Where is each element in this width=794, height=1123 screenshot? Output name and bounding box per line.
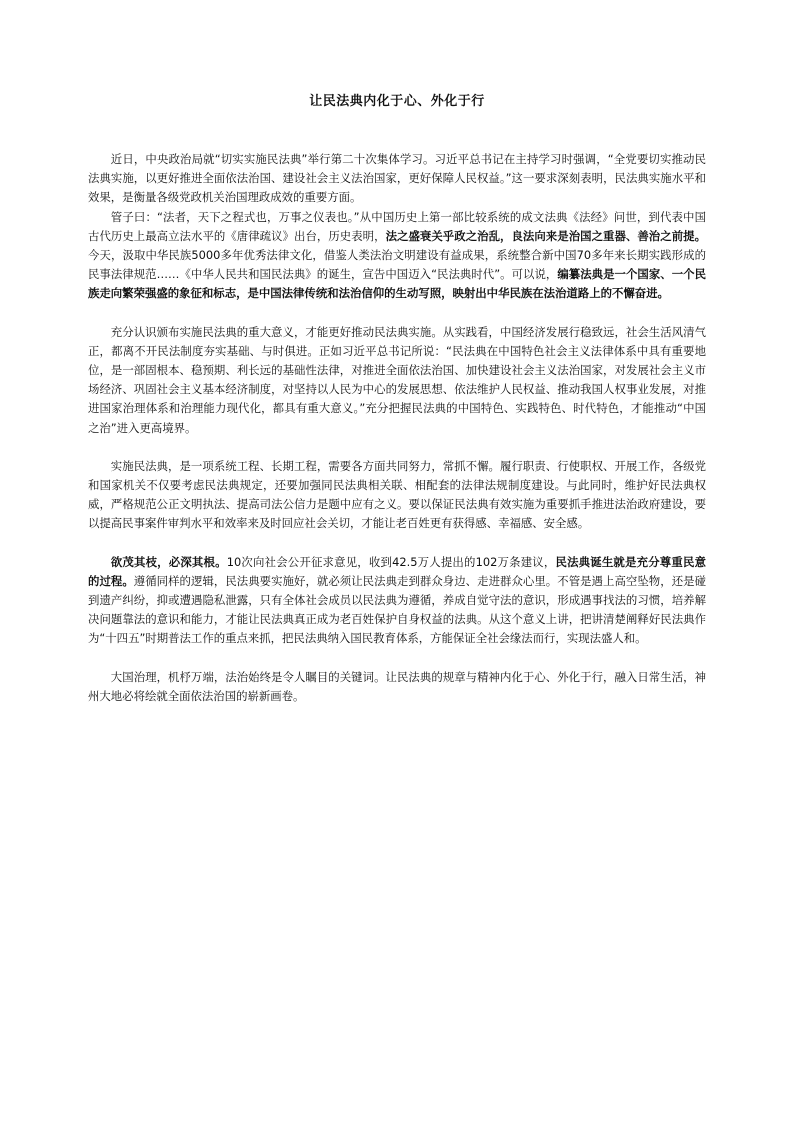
paragraph-1 <box>88 150 706 208</box>
paragraph-5-bold-2: 民法典诞生就是充分尊重民意的过程。 <box>88 554 706 588</box>
paragraph-5-bold-1: 欲茂其枝，必深其根。 <box>110 554 227 569</box>
paragraph-4 <box>88 457 706 534</box>
paragraph-2-text-2: 今天，汲取中华民族5000多年优秀法律文化，借鉴人类法治文明建设有益成果，系统整合新中国70多年来长期实践形成的民事法律规范……《中华人民共和国民法典》的诞生，宣告中国迈入“民法典时代”。可以说， <box>88 248 706 282</box>
paragraph-3 <box>88 323 706 438</box>
paragraph-6 <box>88 668 706 706</box>
paragraph-1-text: 近日，中央政治局就“切实实施民法典”举行第二十次集体学习。习近平总书记在主持学习时强调，“全党要切实推动民法典实施，以更好推进全面依法治国、建设社会主义法治国家，更好保障人民权益。”这一要求深刻表明，民法典实施水平和效果，是衡量各级党政机关治国理政成效的重要方面。 <box>88 152 706 205</box>
document-body <box>88 150 706 706</box>
paragraph-2-bold-2: 编纂法典是一个国家、一个民族走向繁荣强盛的象征和标志，是中国法律传统和法治信仰的生动写照，映射出中华民族在法治道路上的不懈奋进。 <box>88 267 706 301</box>
paragraph-6-text: 大国治理，机杼万端，法治始终是令人瞩目的关键词。让民法典的规章与精神内化于心、外化于行，融入日常生活，神州大地必将绘就全面依法治国的崭新画卷。 <box>88 669 706 703</box>
paragraph-2-bold-1: 法之盛衰关乎政之治乱，良法向来是治国之重器、善治之前提。 <box>385 228 706 243</box>
paragraph-2 <box>88 208 706 304</box>
paragraph-4-text: 实施民法典，是一项系统工程、长期工程，需要各方面共同努力，常抓不懈。履行职责、行使职权、开展工作，各级党和国家机关不仅要考虑民法典规定，还要加强同民法典相关联、相配套的法律法规制度建设。与此同时，维护好民法典权威，严格规范公正文明执法、提高司法公信力是题中应有之义。要以保证民法典有效实施为重要抓手推进法治政府建设，要以提高民事案件审判水平和效率来及时回应社会关切，才能让老百姓更有获得感、幸福感、安全感。 <box>88 458 706 531</box>
paragraph-5-text-1: 10次向社会公开征求意见，收到42.5万人提出的102万条建议， <box>226 554 556 569</box>
paragraph-5-text-2: 遵循同样的逻辑，民法典要实施好，就必须让民法典走到群众身边、走进群众心里。不管是遇上高空坠物，还是碰到遗产纠纷，抑或遭遇隐私泄露，只有全体社会成员以民法典为遵循，养成自觉守法的意识，形成遇事找法的习惯，培养解决问题靠法的意识和能力，才能让民法典真正成为老百姓保护自身权益的法典。从这个意义上讲，把讲清楚阐释好民法典作为“十四五”时期普法工作的重点来抓，把民法典纳入国民教育体系，方能保证全社会缘法而行，实现法盛人和。 <box>88 573 706 646</box>
paragraph-2-text-1: 管子曰：“法者，天下之程式也，万事之仪表也。”从中国历史上第一部比较系统的成文法典《法经》问世，到代表中国古代历史上最高立法水平的《唐律疏议》出台，历史表明， <box>88 209 706 243</box>
paragraph-3-text: 充分认识颁布实施民法典的重大意义，才能更好推动民法典实施。从实践看，中国经济发展行稳致远，社会生活风清气正，都离不开民法制度夯实基础、与时俱进。正如习近平总书记所说：“民法典在中国特色社会主义法律体系中具有重要地位，是一部固根本、稳预期、利长远的基础性法律，对推进全面依法治国、加快建设社会主义法治国家，对发展社会主义市场经济、巩固社会主义基本经济制度，对坚持以人民为中心的发展思想、依法维护人民权益、推动我国人权事业发展，对推进国家治理体系和治理能力现代化，都具有重大意义。”充分把握民法典的中国特色、实践特色、时代特色，才能推动“中国之治”进入更高境界。 <box>88 324 706 435</box>
document-title: 让民法典内化于心、外化于行 <box>309 94 485 109</box>
paragraph-5 <box>88 553 706 649</box>
